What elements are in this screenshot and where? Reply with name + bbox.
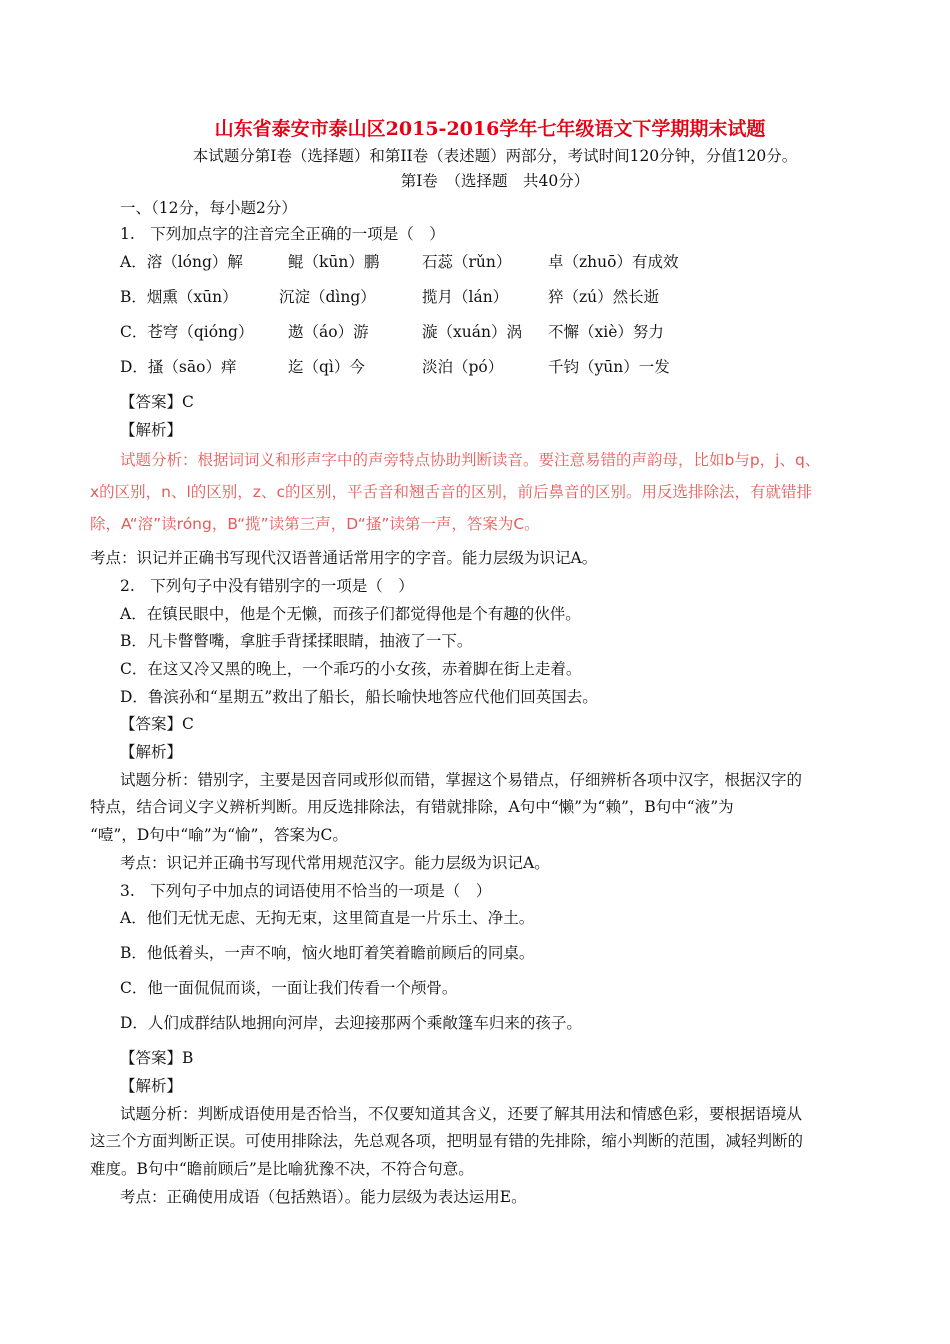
q2-analysis-line-3: “噎”，D句中“喻”为“愉”，答案为C。 xyxy=(90,826,348,844)
q2-option-d: D．鲁滨孙和“星期五”救出了船长，船长喻快地答应代他们回英国去。 xyxy=(120,688,598,706)
q1-c-col3: 漩（xuán）涡 xyxy=(422,323,522,341)
q1-analysis-line-1: 试题分析：根据词词义和形声字中的声旁特点协助判断读音。要注意易错的声韵母，比如b与p，j、q、 xyxy=(120,451,821,469)
q3-analysis-label: 【解析】 xyxy=(120,1077,183,1095)
q1-b-col3: 揽月（lán） xyxy=(422,288,509,306)
q2-option-c: C．在这又冷又黑的晚上，一个乖巧的小女孩，赤着脚在街上走着。 xyxy=(120,660,582,678)
q1-analysis-label: 【解析】 xyxy=(120,421,183,439)
q1-d-col1: D．搔（sāo）痒 xyxy=(120,358,237,376)
q3-analysis-line-2: 这三个方面判断正误。可使用排除法，先总观各项，把明显有错的先排除，缩小判断的范围，减轻判断的 xyxy=(90,1132,804,1150)
section1-header: 一、（12分，每小题2分） xyxy=(120,199,297,217)
q1-point: 考点：识记并正确书写现代汉语普通话常用字的字音。能力层级为识记A。 xyxy=(90,549,598,567)
q1-b-col1: B．烟熏（xūn） xyxy=(120,288,238,306)
q1-d-col2: 迄（qì）今 xyxy=(288,358,365,376)
q1-a-col2: 鲲（kūn）鹏 xyxy=(288,253,380,271)
q1-analysis-line-2: x的区别，n、l的区别，z、c的区别，平舌音和翘舌音的区别，前后鼻音的区别。用反选排除法，有就错排 xyxy=(90,483,812,501)
q1-a-col4: 卓（zhuō）有成效 xyxy=(548,253,679,271)
q2-option-a: A．在镇民眼中，他是个无懒，而孩子们都觉得他是个有趣的伙伴。 xyxy=(120,605,581,623)
q1-c-col1: C．苍穹（qióng） xyxy=(120,323,254,341)
q1-analysis-line-3: 除，A“溶”读róng，B“揽”读第三声，D“搔”读第一声，答案为C。 xyxy=(90,515,540,533)
q2-answer: 【答案】C xyxy=(120,715,194,733)
q2-analysis-line-1: 试题分析：错别字，主要是因音同或形似而错，掌握这个易错点，仔细辨析各项中汉字，根据汉字的 xyxy=(120,771,803,789)
q3-option-a: A．他们无忧无虑、无拘无束，这里简直是一片乐土、净土。 xyxy=(120,909,535,927)
intro-text: 本试题分第I卷（选择题）和第II卷（表述题）两部分，考试时间120分钟，分值120分。 xyxy=(192,147,798,165)
q3-stem: 3. 下列句子中加点的词语使用不恰当的一项是（ ） xyxy=(120,882,492,900)
q3-option-b: B．他低着头，一声不响，恼火地盯着笑着瞻前顾后的同桌。 xyxy=(120,944,535,962)
q3-analysis-line-1: 试题分析：判断成语使用是否恰当，不仅要知道其含义，还要了解其用法和情感色彩，要根据语境从 xyxy=(120,1105,803,1123)
q1-b-col2: 沉淀（dìng） xyxy=(279,288,376,306)
q3-point: 考点：正确使用成语（包括熟语）。能力层级为表达运用E。 xyxy=(120,1188,527,1206)
q3-answer: 【答案】B xyxy=(120,1049,194,1067)
q3-analysis-line-3: 难度。B句中“瞻前顾后”是比喻犹豫不决，不符合句意。 xyxy=(90,1160,474,1178)
part1-header: 第I卷 （选择题 共40分） xyxy=(400,172,590,190)
q1-a-col3: 石蕊（rǔn） xyxy=(422,253,512,271)
q2-analysis-label: 【解析】 xyxy=(120,743,183,761)
q1-d-col4: 千钧（yūn）一发 xyxy=(548,358,670,376)
q2-point: 考点：识记并正确书写现代常用规范汉字。能力层级为识记A。 xyxy=(120,854,550,872)
q1-b-col4: 猝（zú）然长逝 xyxy=(548,288,660,306)
q1-d-col3: 淡泊（pó） xyxy=(422,358,504,376)
document-title: 山东省泰安市泰山区2015-2016学年七年级语文下学期期末试题 xyxy=(214,118,766,140)
q1-stem: 1. 下列加点字的注音完全正确的一项是（ ） xyxy=(120,225,445,243)
q1-c-col2: 遨（áo）游 xyxy=(288,323,369,341)
q2-option-b: B．凡卡瞥瞥嘴，拿脏手背揉揉眼睛，抽液了一下。 xyxy=(120,632,473,650)
q2-analysis-line-2: 特点，结合词义字义辨析判断。用反选排除法，有错就排除，A句中“懒”为“赖”，B句中“液”为 xyxy=(90,798,734,816)
q3-option-c: C．他一面侃侃而谈，一面让我们传看一个颅骨。 xyxy=(120,979,458,997)
q1-c-col4: 不懈（xiè）努力 xyxy=(548,323,664,341)
q3-option-d: D．人们成群结队地拥向河岸，去迎接那两个乘敞篷车归来的孩子。 xyxy=(120,1014,582,1032)
q1-a-col1: A．溶（lóng）解 xyxy=(120,253,243,271)
q2-stem: 2. 下列句子中没有错别字的一项是（ ） xyxy=(120,577,414,595)
q1-answer: 【答案】C xyxy=(120,393,194,411)
